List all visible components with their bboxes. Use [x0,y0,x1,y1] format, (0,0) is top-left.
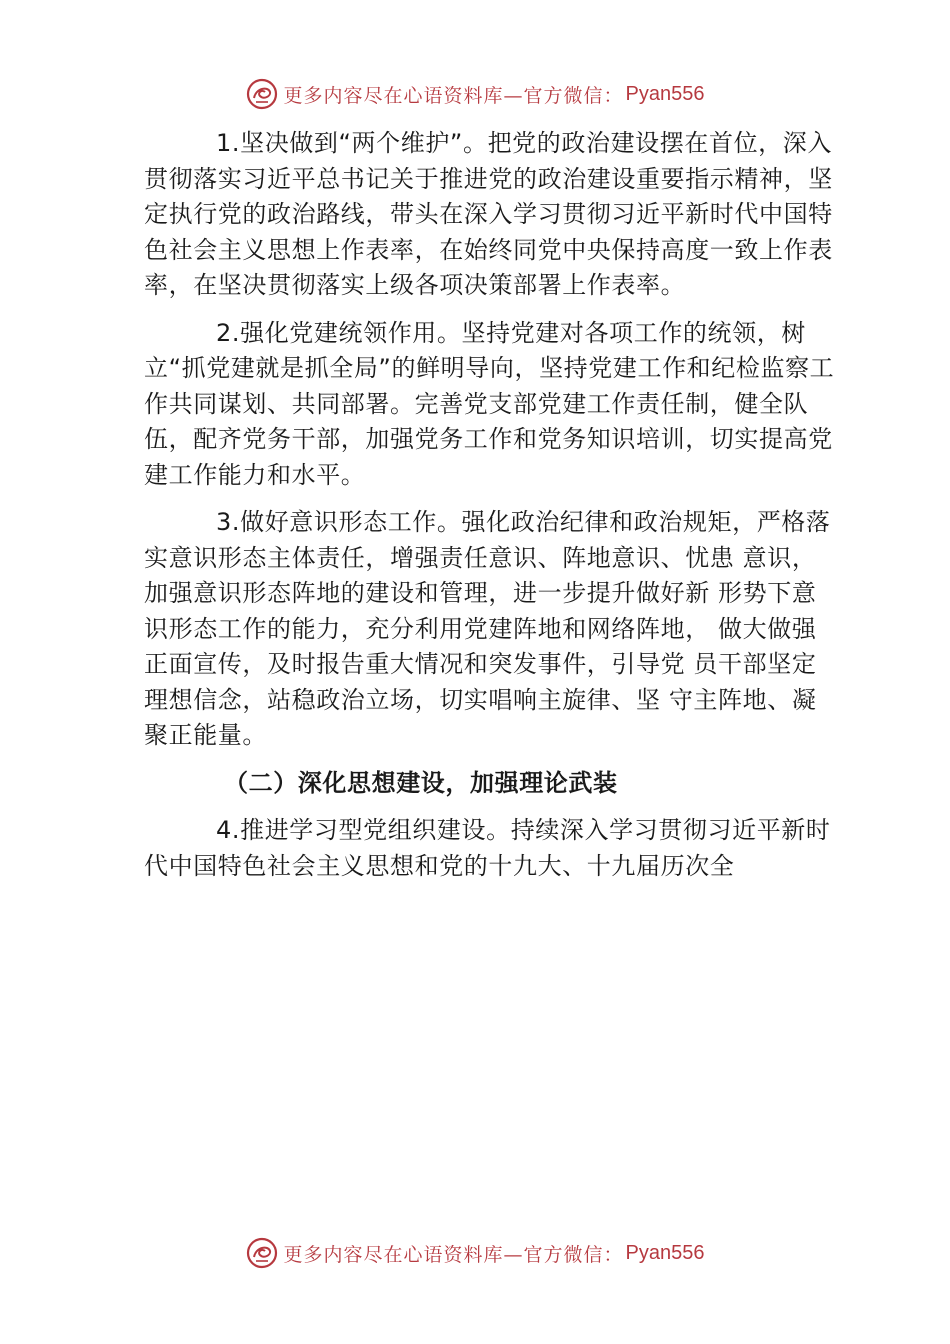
swirl-seal-icon [246,1237,278,1269]
swirl-seal-icon [246,78,278,110]
document-body [144,126,836,896]
banner-handle: Pyan556 [625,1241,705,1264]
paragraph-1: 1.坚决做到“两个维护”。把党的政治建设摆在首位，深入贯彻落实习近平总书记关于推进党的政治建设重要指示精神，坚定执行党的政治路线，带头在深入学习贯彻习近平新时代中国特色社会主义思想上作表率，在始终同党中央保持高度一致上作表率，在坚决贯彻落实上级各项决策部署上作表率。 [144,129,833,299]
paragraph-4: 4.推进学习型党组织建设。持续深入学习贯彻习近平新时代中国特色社会主义思想和党的十九大、十九届历次全 [144,816,831,880]
banner-text: 更多内容尽在心语资料库—官方微信： [283,84,624,107]
section-heading: （二）深化思想建设，加强理论武装 [224,768,618,797]
paragraph-2: 2.强化党建统领作用。坚持党建对各项工作的统领，树立“抓党建就是抓全局”的鲜明导向，坚持党建工作和纪检监察工作共同谋划、共同部署。完善党支部党建工作责任制，健全队伍，配齐党务干部，加强党务工作和党务知识培训，切实提高党建工作能力和水平。 [144,318,835,489]
footer-watermark-banner [0,1233,950,1273]
paragraph-3: 3.做好意识形态工作。强化政治纪律和政治规矩，严格落实意识形态主体责任，增强责任意识、阵地意识、忧患 意识，加强意识形态阵地的建设和管理，进一步提升做好新 形势下意识形态工作的能力，充分利用党建阵地和网络阵地， 做大做强正面宣传，及时报告重大情况和突发事件，引导党 员干部坚定理想信念，站稳政治立场，切实唱响主旋律、坚 守主阵地、凝聚正能量。 [144,508,831,749]
banner-handle: Pyan556 [625,82,705,105]
banner-text: 更多内容尽在心语资料库—官方微信： [283,1243,624,1266]
header-watermark-banner [0,74,950,114]
